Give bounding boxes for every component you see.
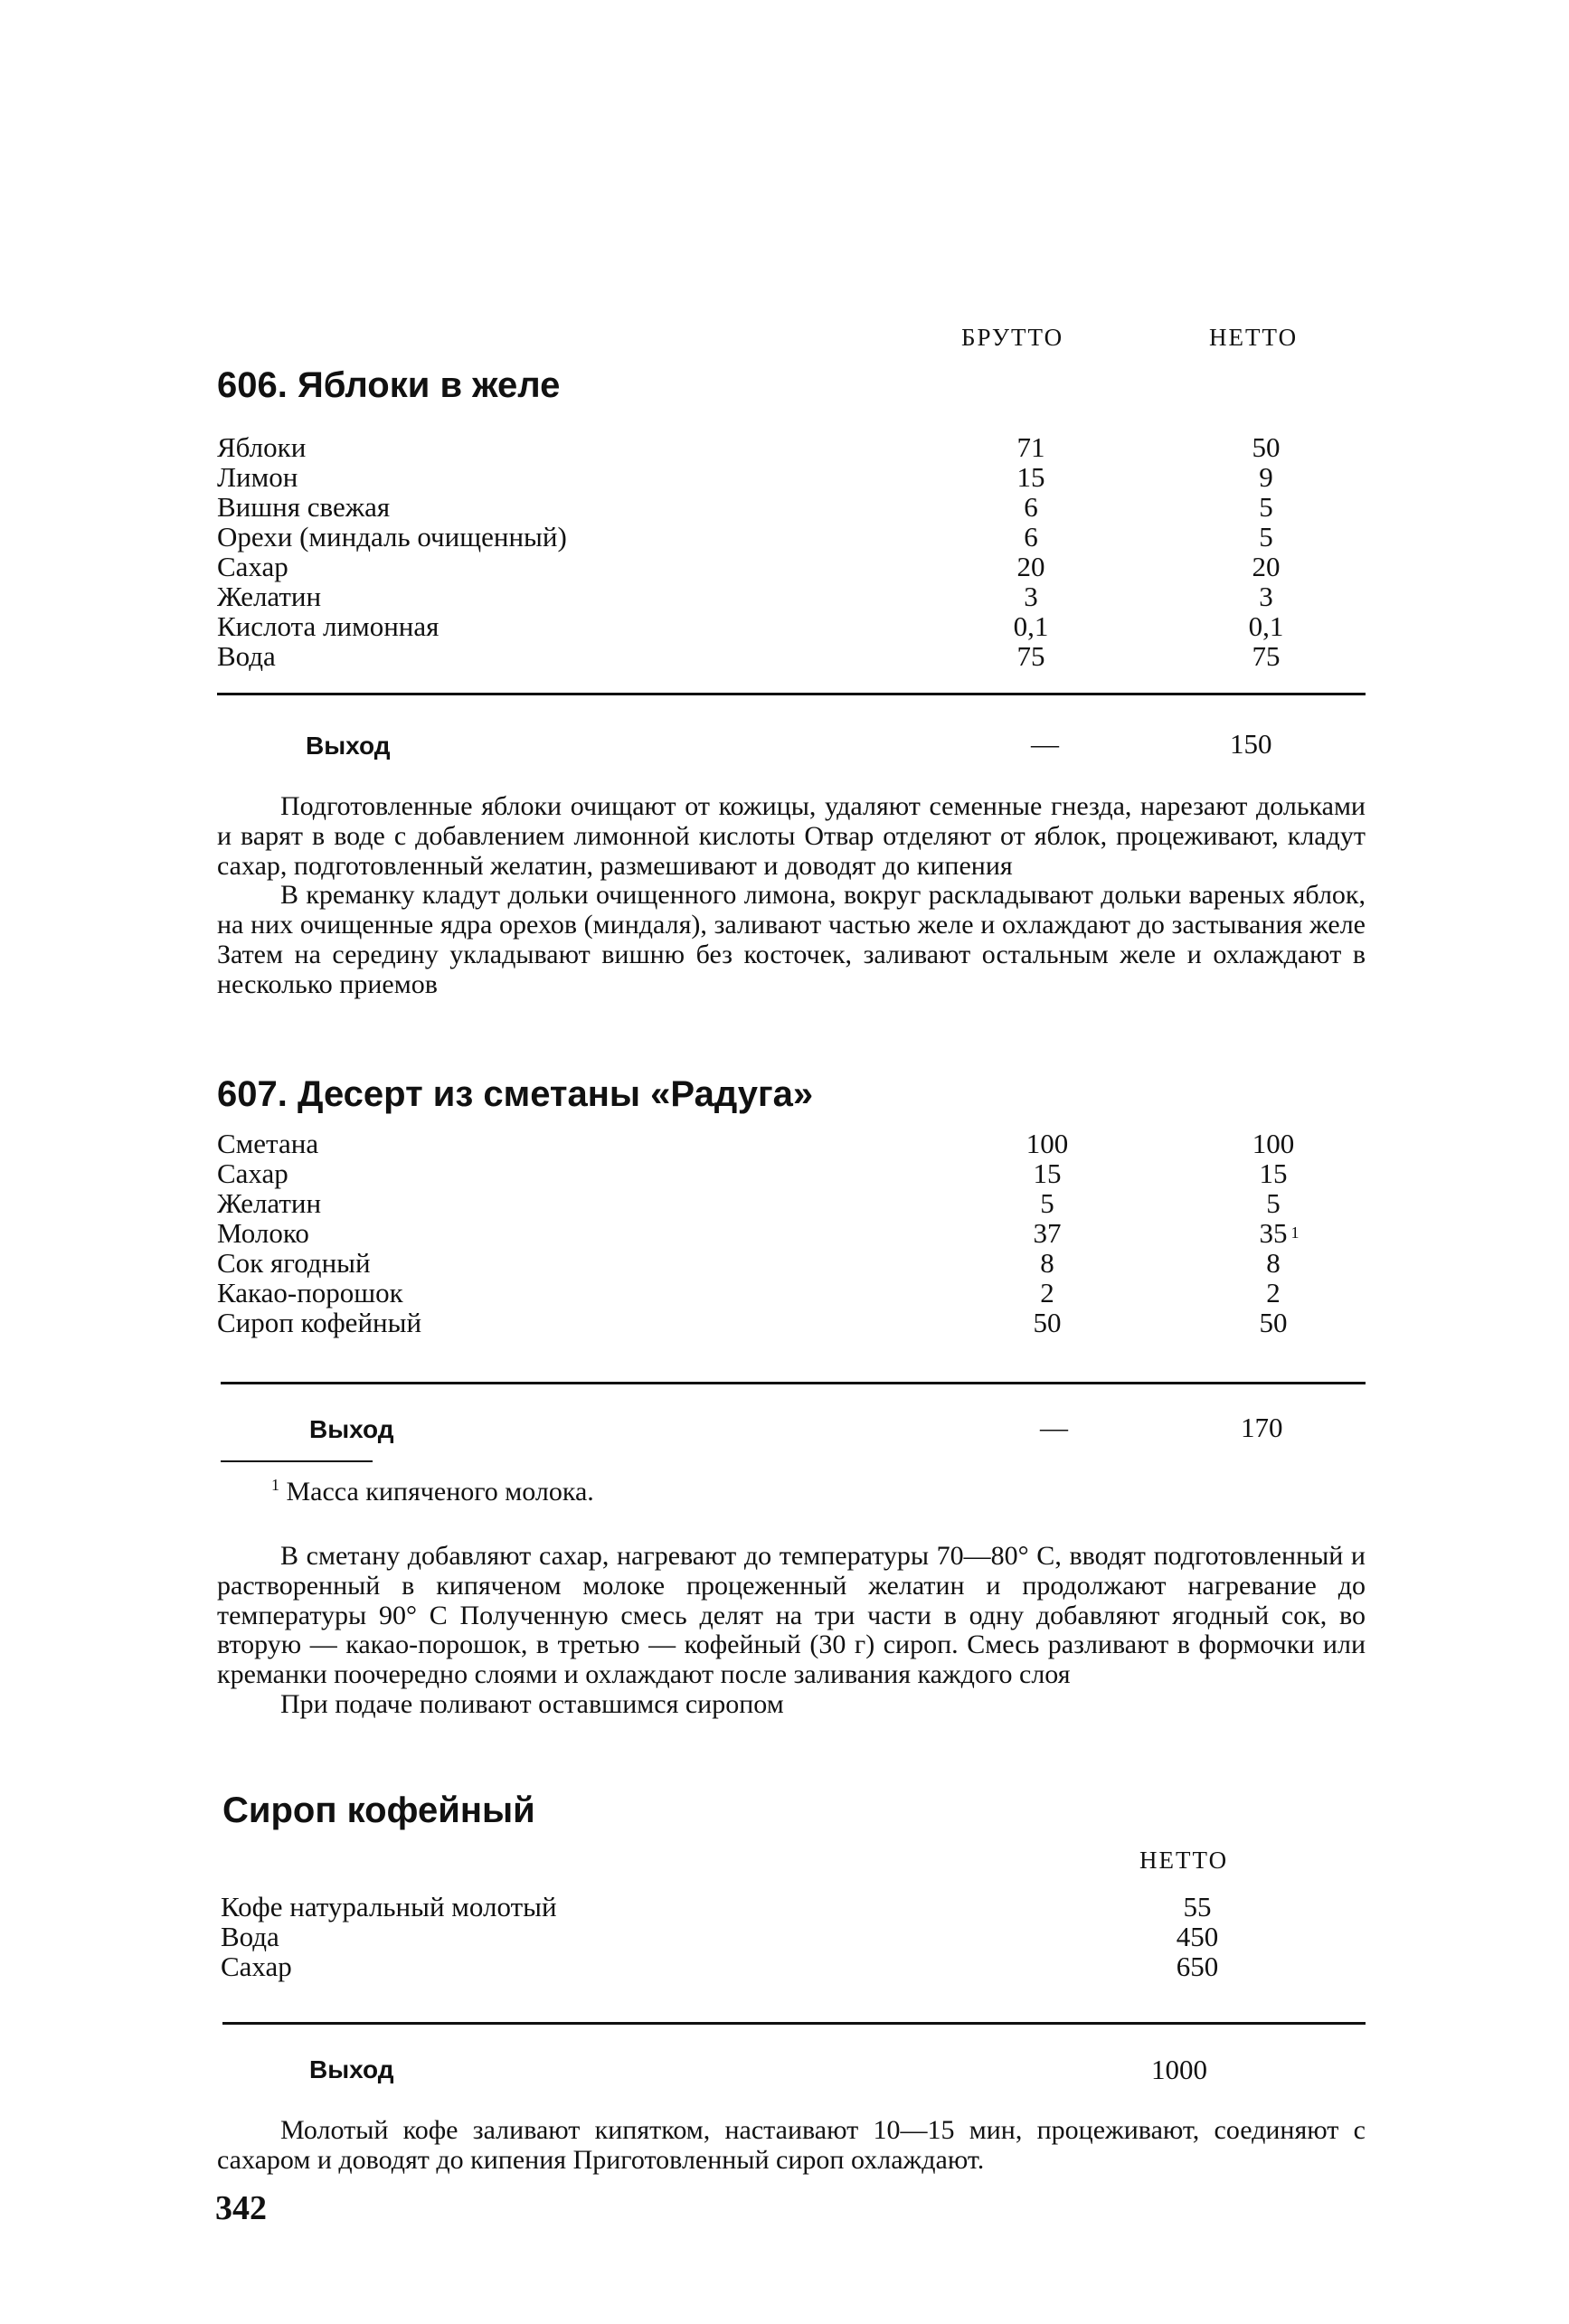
net-number: 20 [1252, 551, 1281, 582]
gross-value: 6 [1024, 491, 1038, 523]
ingredient-name: Сметана [217, 1128, 319, 1159]
net-value [1212, 552, 1320, 581]
paragraph: В креманку кладут дольки очищенного лимона, вокруг раскладывают дольки вареных яблок, на них очищенные ядра орехов (миндаля), заливают частью желе и охлаждают до застывания желе Затем на середину укладывают вишню без косточек, заливают остальным желе и охлаждают в несколько приемов [217, 880, 1366, 999]
footnote-separator [221, 1460, 373, 1462]
ingredient-row [221, 1892, 1333, 1922]
net-number: 75 [1252, 640, 1281, 672]
ingredient-row [217, 1129, 1329, 1158]
net-number: 650 [1176, 1951, 1219, 1982]
ingredient-name: Кофе натуральный молотый [221, 1891, 557, 1922]
gross-value: 0,1 [1013, 610, 1049, 642]
net-value [1212, 611, 1320, 641]
page-number: 342 [215, 2189, 267, 2227]
recipe-607-title: 607. Десерт из сметаны «Радуга» [217, 1074, 814, 1114]
ingredient-name: Сироп кофейный [217, 1307, 422, 1338]
recipe-607-yield-gross: — [1040, 1412, 1068, 1443]
ingredient-row [217, 492, 1329, 522]
column-header-net: НЕТТО [1209, 324, 1299, 351]
net-number: 9 [1259, 461, 1273, 493]
ingredient-name: Вода [221, 1921, 279, 1952]
recipe-607-yield-net: 170 [1241, 1412, 1283, 1443]
syrup-instructions [217, 2116, 1366, 2176]
gross-value: 37 [1033, 1217, 1062, 1249]
net-number: 55 [1183, 1891, 1212, 1922]
net-value [1212, 462, 1320, 492]
ingredient-row [217, 432, 1329, 462]
recipe-607-yield-label: Выход [309, 1415, 394, 1443]
ingredient-row [217, 462, 1329, 492]
ingredient-row [217, 1248, 1329, 1278]
gross-value: 75 [1016, 640, 1045, 672]
net-value [1143, 1892, 1252, 1922]
net-value [1219, 1188, 1328, 1218]
syrup-column-header: НЕТТО [1139, 1847, 1229, 1874]
ingredient-name: Сахар [221, 1951, 292, 1982]
net-number: 50 [1259, 1307, 1288, 1338]
ingredient-name: Молоко [217, 1217, 309, 1249]
net-value [1219, 1278, 1328, 1308]
syrup-rule [222, 2022, 1366, 2025]
gross-value: 5 [1040, 1187, 1054, 1219]
ingredient-row [217, 581, 1329, 611]
gross-value: 100 [1026, 1128, 1069, 1159]
ingredient-name: Сахар [217, 1157, 288, 1189]
gross-value: 20 [1016, 551, 1045, 582]
net-number: 450 [1176, 1921, 1219, 1952]
net-number: 15 [1259, 1157, 1288, 1189]
net-number: 2 [1266, 1277, 1281, 1308]
footnote-text: Масса кипяченого молока. [286, 1477, 594, 1507]
net-value [1143, 1951, 1252, 1981]
net-number: 5 [1266, 1187, 1281, 1219]
net-number: 100 [1252, 1128, 1295, 1159]
net-number: 3 [1259, 581, 1273, 612]
syrup-title: Сироп кофейный [222, 1790, 535, 1830]
ingredient-row [221, 1922, 1333, 1951]
ingredient-row [217, 1218, 1329, 1248]
ingredient-row [217, 611, 1329, 641]
ingredient-row [217, 1188, 1329, 1218]
ingredient-name: Орехи (миндаль очищенный) [217, 521, 567, 553]
ingredient-row [217, 1158, 1329, 1188]
net-value [1219, 1158, 1328, 1188]
ingredient-name: Желатин [217, 581, 322, 612]
net-number: 5 [1259, 521, 1273, 553]
paragraph: Подготовленные яблоки очищают от кожицы, удаляют семенные гнезда, нарезают дольками и варят в воде с добавлением лимонной кислоты Отвар отделяют от яблок, процеживают, кладут сахар, подготовленный желатин, размешивают и доводят до кипения [217, 791, 1366, 881]
ingredient-row [221, 1951, 1333, 1981]
ingredient-row [217, 641, 1329, 671]
net-number: 50 [1252, 431, 1281, 463]
net-value [1143, 1922, 1252, 1951]
net-number: 8 [1266, 1247, 1281, 1279]
ingredient-name: Желатин [217, 1187, 322, 1219]
footnote [271, 1476, 594, 1507]
paragraph: При подаче поливают оставшимся сиропом [280, 1688, 784, 1719]
recipe-606-yield-label: Выход [306, 732, 391, 760]
net-number: 0,1 [1248, 610, 1284, 642]
paragraph: Молотый кофе заливают кипятком, настаивают 10—15 мин, процеживают, соединяют с сахаром и доводят до кипения Приготовленный сироп охлаждают. [217, 2115, 1366, 2175]
column-header-gross: БРУТТО [961, 324, 1064, 351]
gross-value: 6 [1024, 521, 1038, 553]
recipe-606-rule [217, 693, 1366, 695]
ingredient-name: Вишня свежая [217, 491, 391, 523]
ingredient-row [217, 1278, 1329, 1308]
footnote-mark: 1 [1290, 1223, 1300, 1242]
net-number: 35 [1259, 1217, 1288, 1249]
ingredient-row [217, 552, 1329, 581]
net-value [1212, 641, 1320, 671]
net-number: 5 [1259, 491, 1273, 523]
recipe-606-yield-net: 150 [1230, 728, 1272, 760]
footnote-mark: 1 [271, 1476, 279, 1494]
gross-value: 8 [1040, 1247, 1054, 1279]
ingredient-name: Сахар [217, 551, 288, 582]
net-value [1219, 1248, 1328, 1278]
gross-value: 15 [1016, 461, 1045, 493]
ingredient-name: Вода [217, 640, 276, 672]
gross-value: 71 [1016, 431, 1045, 463]
recipe-606-yield-gross: — [1031, 728, 1059, 760]
ingredient-name: Лимон [217, 461, 298, 493]
net-value [1212, 581, 1320, 611]
net-value [1212, 522, 1320, 552]
recipe-606-title: 606. Яблоки в желе [217, 365, 561, 405]
ingredient-name: Какао-порошок [217, 1277, 403, 1308]
gross-value: 3 [1024, 581, 1038, 612]
ingredient-name: Сок ягодный [217, 1247, 371, 1279]
gross-value: 2 [1040, 1277, 1054, 1308]
ingredient-row [217, 1308, 1329, 1337]
recipe-606-instructions [217, 792, 1366, 1000]
net-value [1219, 1308, 1328, 1337]
net-value [1219, 1129, 1328, 1158]
ingredient-name: Яблоки [217, 431, 307, 463]
ingredient-name: Кислота лимонная [217, 610, 440, 642]
paragraph: В сметану добавляют сахар, нагревают до температуры 70—80° С, вводят подготовленный и растворенный в кипяченом молоке процеженный желатин и продолжают нагревание до температуры 90° С Полученную смесь делят на три части в одну добавляют ягодный сок, во вторую — какао-порошок, в третью — кофейный (30 г) сироп. Смесь разливают в формочки или креманки поочередно слоями и охлаждают после заливания каждого слоя [217, 1541, 1366, 1690]
net-value [1219, 1218, 1328, 1248]
ingredient-row [217, 522, 1329, 552]
gross-value: 15 [1033, 1157, 1062, 1189]
net-value [1212, 492, 1320, 522]
recipe-607-instructions [217, 1542, 1366, 1720]
gross-value: 50 [1033, 1307, 1062, 1338]
recipe-607-rule [221, 1382, 1366, 1384]
syrup-yield-label: Выход [309, 2055, 394, 2083]
syrup-yield-net: 1000 [1151, 2054, 1207, 2085]
net-value [1212, 432, 1320, 462]
